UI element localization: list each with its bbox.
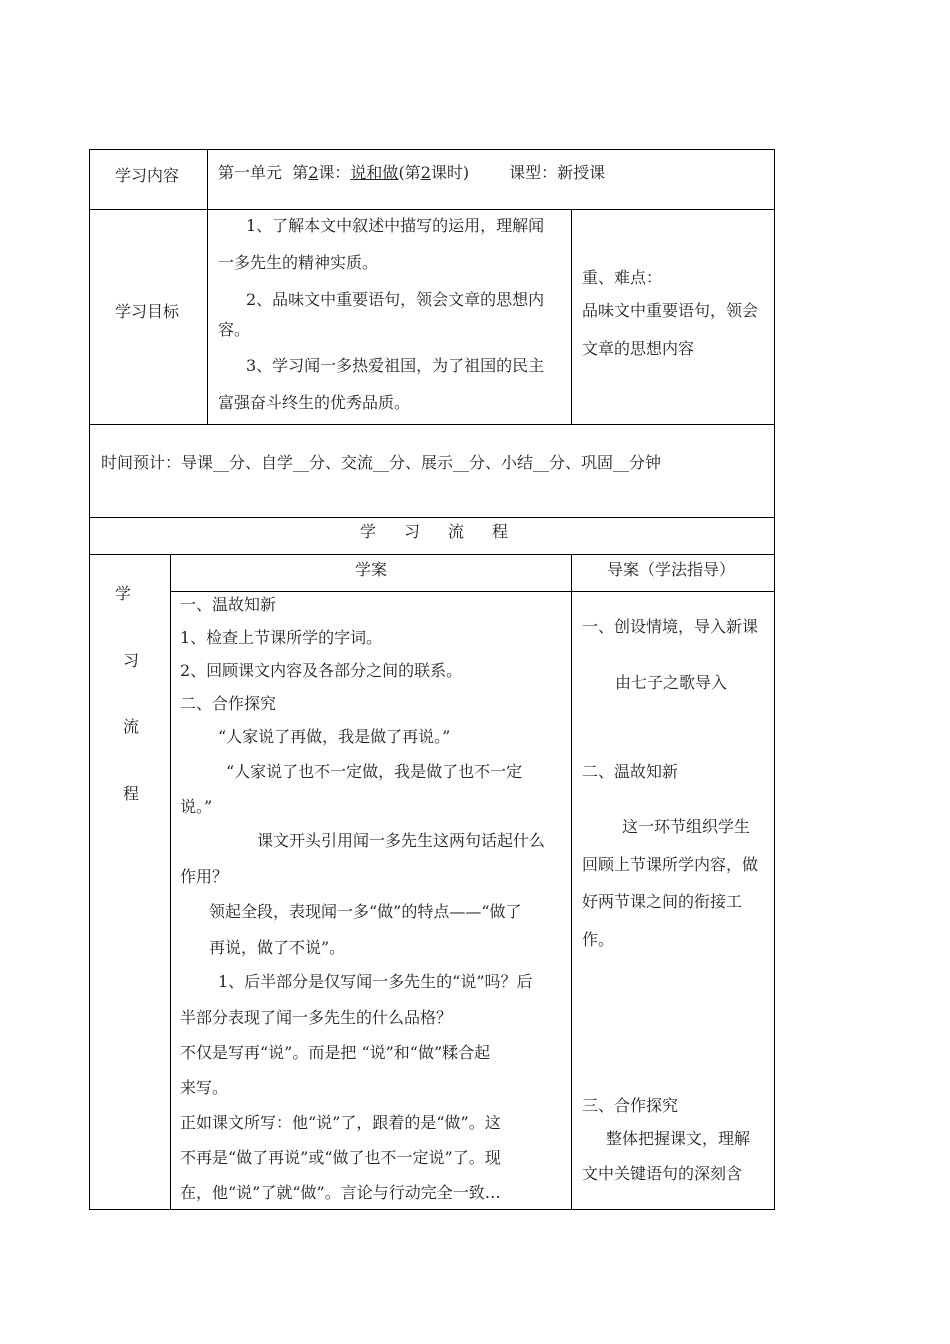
lesson-type: 课型：新授课 bbox=[509, 163, 606, 182]
lesson-number: 2 bbox=[308, 163, 319, 182]
side-col-divider bbox=[170, 554, 171, 1210]
guide-line: 整体把握课文，理解 bbox=[606, 1129, 751, 1148]
key-points-line: 文章的思想内容 bbox=[582, 339, 695, 358]
goal-line: 容。 bbox=[218, 320, 251, 339]
lesson-title: 说和做 bbox=[350, 163, 399, 182]
goal-line: 1、了解本文中叙述中描写的运用，理解闻 bbox=[246, 216, 545, 235]
label-learning-goals: 学习目标 bbox=[115, 302, 180, 321]
period-number: 2 bbox=[420, 163, 431, 182]
guide-line: 好两节课之间的衔接工 bbox=[582, 892, 743, 911]
guide-line: 由七子之歌导入 bbox=[615, 673, 728, 692]
plan-line: 2、回顾课文内容及各部分之间的联系。 bbox=[180, 661, 463, 680]
lesson-prefix: 第 bbox=[292, 163, 309, 182]
plan-line: 说。” bbox=[180, 797, 213, 816]
row-divider-4 bbox=[89, 554, 775, 555]
guide-line: 文中关键语句的深刻含 bbox=[582, 1164, 743, 1183]
side-char: 学 bbox=[115, 584, 132, 603]
plan-line: 1、检查上节课所学的字词。 bbox=[180, 628, 383, 647]
plan-line: “人家说了也不一定做，我是做了也不一定 bbox=[226, 762, 523, 781]
plan-line: “人家说了再做，我是做了再说。” bbox=[218, 727, 451, 746]
guide-line: 回顾上节课所学内容，做 bbox=[582, 855, 759, 874]
guide-line: 作。 bbox=[582, 930, 615, 949]
plan-column-header: 学案 bbox=[355, 560, 388, 579]
label-col-divider bbox=[207, 149, 208, 425]
guide-column-header: 导案（学法指导） bbox=[607, 560, 736, 579]
table-border-left bbox=[89, 149, 90, 1210]
plan-line: 半部分表现了闻一多先生的什么品格？ bbox=[180, 1008, 453, 1027]
side-char: 流 bbox=[123, 717, 140, 736]
plan-line: 来写。 bbox=[180, 1078, 229, 1097]
guide-line: 二、温故知新 bbox=[582, 762, 679, 781]
goal-line: 2、品味文中重要语句，领会文章的思想内 bbox=[246, 290, 545, 309]
goal-line: 3、学习闻一多热爱祖国，为了祖国的民主 bbox=[246, 356, 545, 375]
table-border-bottom bbox=[89, 1209, 775, 1210]
plan-line: 一、温故知新 bbox=[180, 595, 277, 614]
goal-line: 一多先生的精神实质。 bbox=[218, 253, 379, 272]
key-points-heading: 重、难点： bbox=[582, 268, 663, 287]
guide-line: 这一环节组织学生 bbox=[622, 817, 751, 836]
plan-line: 再说，做了不说”。 bbox=[209, 938, 346, 957]
lesson-info bbox=[218, 163, 605, 183]
key-points-line: 品味文中重要语句，领会 bbox=[582, 301, 759, 320]
row-divider-1 bbox=[89, 209, 775, 210]
side-char: 程 bbox=[123, 784, 140, 803]
row-divider-3 bbox=[89, 517, 775, 518]
guide-line: 三、合作探究 bbox=[582, 1096, 679, 1115]
plan-line: 领起全段，表现闻一多“做”的特点——“做了 bbox=[209, 902, 522, 921]
table-border-top bbox=[89, 149, 775, 150]
plan-line: 作用？ bbox=[180, 867, 229, 886]
unit-name: 第一单元 bbox=[218, 163, 283, 182]
plan-line: 在，他“说”了就“做”。言论与行动完全一致… bbox=[180, 1183, 501, 1202]
period-prefix: (第 bbox=[398, 163, 421, 182]
row-divider-2 bbox=[89, 424, 775, 425]
flow-title: 学 习 流 程 bbox=[360, 522, 515, 541]
header-divider bbox=[170, 591, 775, 592]
guide-col-divider bbox=[571, 554, 572, 1210]
plan-line: 1、后半部分是仅写闻一多先生的“说”吗？后 bbox=[218, 972, 533, 991]
table-border-right bbox=[774, 149, 775, 1210]
goal-line: 富强奋斗终生的优秀品质。 bbox=[218, 393, 411, 412]
plan-line: 正如课文所写：他“说”了，跟着的是“做”。这 bbox=[180, 1113, 501, 1132]
guide-line: 一、创设情境，导入新课 bbox=[582, 617, 759, 636]
side-char: 习 bbox=[123, 651, 140, 670]
lesson-suffix: 课 bbox=[318, 163, 335, 182]
label-learning-content: 学习内容 bbox=[115, 166, 180, 185]
lesson-colon: ： bbox=[334, 163, 351, 182]
plan-line: 不仅是写再“说”。而是把 “说”和“做”糅合起 bbox=[180, 1043, 491, 1062]
period-suffix: 课时) bbox=[430, 163, 470, 182]
plan-line: 课文开头引用闻一多先生这两句话起什么 bbox=[257, 831, 546, 850]
keypoint-col-divider bbox=[571, 209, 572, 425]
time-estimate: 时间预计：导课__分、自学__分、交流__分、展示__分、小结__分、巩固__分钟 bbox=[101, 453, 662, 472]
plan-line: 不再是“做了再说”或“做了也不一定说”了。现 bbox=[180, 1148, 501, 1167]
plan-line: 二、合作探究 bbox=[180, 694, 277, 713]
